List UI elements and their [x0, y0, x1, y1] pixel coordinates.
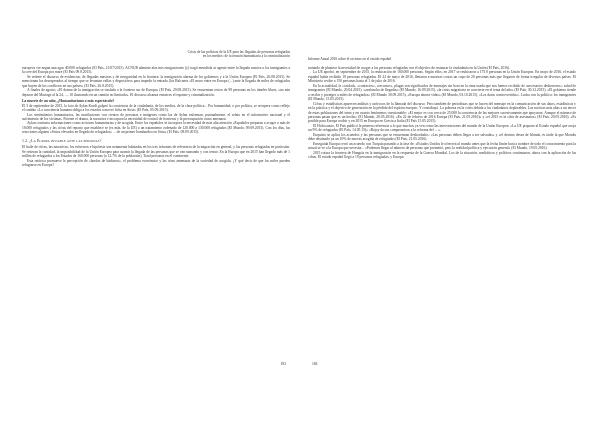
left-page-number: 183: [280, 362, 286, 366]
right-page: [308, 0, 576, 424]
right-body-text: [308, 66, 576, 160]
left-running-head-line1: Crisis de las políticas de la UE para las llegadas de personas refugiadas: [187, 50, 290, 54]
left-paragraph: El 3 de septiembre de 2015, la foto de Aylan Kurdi golpeó la conciencia de la ciudadanía, de los medios, de la clase política... Por humanidad, o por política, se recupera como reflejo el cambio «La conciencia humana obliga a los estados a mover ficha en Siria» (El País, 05.09.2015).: [22, 103, 290, 113]
right-paragraph: Enseguida Europa cerró un acuerdo con Turquía pasando a la fase de: «Estados Unidos le ofrecerá al mundo antes que la fecha límite hará a nombre de todo el conocimiento para la actual se ve a la Europa que necesita... «Podemos llegar al número de personas que prometió, pero la realidad política y ejecución general» (El Mundo, 19.05.2016).: [308, 141, 576, 151]
left-running-head: [62, 50, 290, 59]
right-paragraph: El Holocausto, El País publicó la primera referencia a lo que muchos ya ven como las intervenciones del mundo de la Unión Europea: «La UE propone al Estado español que acoja un 9% de refugiados (El País, 14.05.15)» «Rajoy da sus compromisos a la reforma del ... ».: [308, 123, 576, 133]
left-running-head-line2: en los medios: de la tensión humanitaria a la criminalización: [202, 54, 290, 59]
right-paragraph: La UE aprobó, en septiembre de 2015, la reubicación de 160.000 personas. Según ellos, en 2017 se reubicaron a 175.0 personas en la Unión Europea. En mayo de 2016, el estado español había recibido 18 personas refugiadas. El 22 de mayo de 2016, llenaron a nuestras costas un cupo de 20 personas más que llegaron de forma irregular de diversos países. El Ministerio recibe a 150 personas hasta el 1 de julio de 2016.: [308, 70, 576, 84]
left-body-text: [22, 66, 290, 168]
left-paragraph: Los sentimientos humanitarios, las mutilaciones con cientos de personas e imágenes como las de Aylan enfrentan, puntualmente, el relato en el informativo nacional y el sufrimiento de los víctimas. Potente el drama, la narrativa e incorpora la necesidad de control de fronteras y la preocupación como amenaza.: [22, 112, 290, 121]
right-page-number: 184: [312, 362, 318, 366]
left-paragraph: El baile de cifras, las narrativas, los esfuerzos e hipótesis son netamente habitadas en los tres informes de referencia de la migración en general, y las personas refugiadas en particular. Se reiteran la cantidad, la imposibilidad de la Unión Europea para asumir la llegada de las personas que se van sumando y con temor. En la Europa que en 2015 han llegado más de 1 millón de refugiados a los Estados de 160.000 personas (o 12,7% de la población). Total personas en el continente.: [22, 145, 290, 159]
left-section-title: 1.2. ¿La Europa inviable ante las personas?: [22, 138, 102, 143]
left-subheading: La muerte de un niño, ¿Humanitarismo o más espectáculo?: [22, 99, 115, 104]
right-paragraph: En la actualidad, la «ciudad», «contactos», «recursos», plagas son significados de mensajes sin hora en la rima usada que nos hemos recibido de «necesarios deshonores»: salud de inmigrantes (El Mundo, 20.04.2015). «avalancha de llegadas» (El Mundo, 16.09.2015), «la crisis migratoria se convierte en el tema del año» (El País, 30.12.2015). «El gobierno tiende a recibir y proteger a miles de refugiados» (El Mundo 30.09.2015), «Europa ahorra vidas» (El Mundo, 03.10.2015), «Los datos controvertidos». Lucha con la política: los inmigrantes (El Mundo, 15.05.2015).: [308, 83, 576, 102]
right-paragraph: tratando de plantear la necesidad de acoger a las personas refugiadas con el objetivo de restaurar la ciudadanía en la Unión (El País, 2016).: [308, 66, 511, 70]
left-paragraph: Aylan contrasta informaciones como acciones humanitarias y de acogida. Entre los españoles se incorpora la necesidad de más alta atención «Españoles preparan a acoger a más de 18.000 refugiados y las cifras del reparto que establece se (es más, de la UE) a un tratamiento ordenado de 120.000 a 130.000 refugiados (El Mundo, 09.09.2015). Con los días, las reacciones alguien «Sirios elevados en llegada de refugiados» ... de un primer bombardeo en Siria» (El País, 08.09.2015).: [22, 121, 290, 135]
right-paragraph: Cifras y estadísticas aparecen análisis y unívocos de la llamada del discurso. Pero también de periodistas que se hacen del mensaje en la comunicación de sus datos, estadísticas y en la práctica y el objetivo de generación en la pérdida del espíritu europeo. Y contribuyó. La pobreza en la crisis debida a los ciudadanos deplorables. Las noticias más altas a un tercer de estas poblaciones del tema y en cuanto fenómenos cuestionable: «El mejor es con cerca de 25.000 la conciencia de las mejores sucesivamente que apoyaron. Aunque el número de personas pasan que es un hecho» (El Mundo, 20.05.2016). «En 22 de febrero de 2016 Europa (El País, 21.05.2016)» y «el 2015 es la cifra de asesinatos» (El País, 20.05.2016). «Es posible para Europa recibir y en 2015 en Europa en Grecia a Italia (El País 15.05.2015).: [308, 101, 576, 124]
right-paragraph: 2015 rotura la frontera de Hungría en la inmigración en la respuesta de la Guerra Mundial. Los de la situación, mediáticos y políticos continuaron, ahora con la aplicación de las cifras. El estado español llegó a 19 personas refugiadas; y Europa: [308, 150, 576, 160]
left-paragraph: Se retiene el discurso de evidencias, de llegadas masivas y de inseguridad en la frontera: la inmigración alarma de los gobiernos y a la Unión Europea (El País, 26.08.2015). Se mencionan los desesperados al tiempo que se levantan vallas y dispositivos para impedir la entrada (los Balcanes «El muro entre en Europa (...) ante la llegada de miles de refugiados que huyen de los conflictos en sus países» (El País, 26.8.2015).: [22, 74, 290, 88]
left-paragraph: Esta retórica promueve la percepción de «hordas de bárbaros», el problema económico y las otras amenazas de la sociedad de acogida. ¿Y qué decir de que los miles pueden refugiarse en Europa?: [22, 158, 290, 168]
right-running-head: Informe Anual 2016 sobre el racismo en el estado español: [308, 57, 392, 61]
right-paragraph: Enquisto se aplica los acuerdos y las personas que se encuentran desbordados: «Las personas deben llegar a ser salvadas» y «el destino desea de Irlanda, es tarde la que Mondis debe destinarle ya un 10% de nuevas acogida de refugiados (El País, 21.05.2016).: [308, 132, 576, 142]
left-paragraph: europeos vie negan una agar 40.000 refugiados (El País, 21/07/2015). ACNUR adminte alas mis emigraciones (y) tragó mendiola ar agente entre la llegada masiva a los inmigrantes a la cree del Europa por mare (El País 09.8.2015).: [22, 66, 290, 75]
left-paragraph: A finales de agosto, «El drama de la inmigración se traslada a la frontera sur de Europa» (El País, 29.08.2015). Se encuentran restos de 98 personas en los túneles libres, «no aún dejaron del Mariage al la 24, ..., 10 ilustrando en un camión no limitado». El discurso alcanza entonces el espanto y criminalización.: [22, 88, 290, 97]
left-page: [22, 0, 290, 424]
